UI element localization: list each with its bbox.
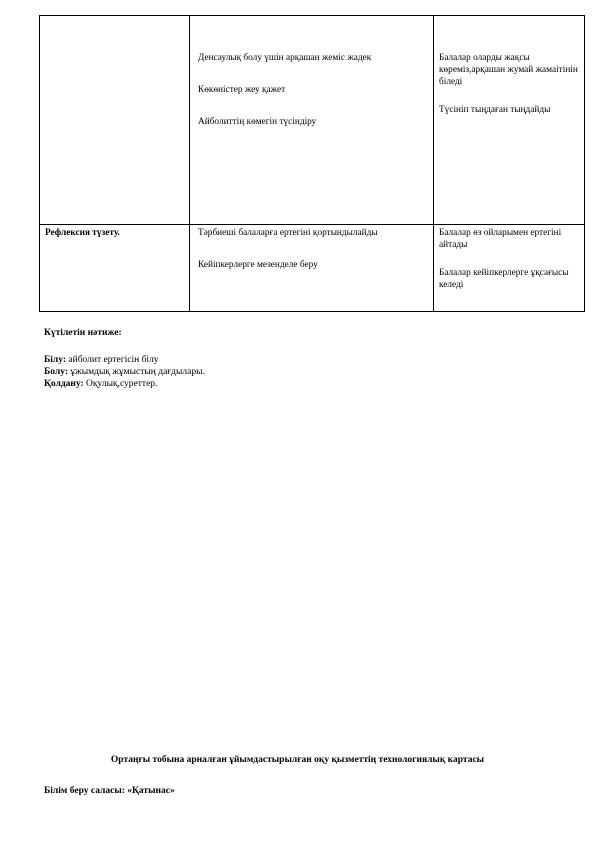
stage-text: Рефлексия түзету. [45, 227, 120, 238]
technology-map-title: Ортаңғы тобына арналған ұйымдастырылған оқу қызметтің технологиялық картасы [110, 755, 485, 765]
know-text: айболит ертегісін білу [66, 355, 159, 365]
be-line [44, 366, 205, 378]
teacher-activity-line: Денсаулық болу үшін арқашан жеміс жадек [198, 53, 372, 63]
apply-line [44, 378, 205, 390]
children-activity-line: Балалар өз ойларымен ертегіні айтады [439, 227, 562, 250]
education-field-label: Білім беру саласы: «Қатынас» [44, 786, 175, 796]
children-activity-cell [434, 16, 585, 225]
children-activity-line: Түсініп тыңдаған тыңдайды [439, 105, 551, 115]
teacher-activity-cell [190, 224, 434, 311]
teacher-activity-line: Айболиттің көмегін түсіндіру [198, 117, 317, 127]
teacher-activity-cell [190, 16, 434, 225]
table-row [40, 16, 585, 225]
children-activity-cell [434, 224, 585, 311]
teacher-activity-line: Көкөністер жеу қажет [198, 85, 286, 95]
know-label: Білу: [44, 355, 67, 365]
stage-cell [40, 224, 190, 311]
apply-label: Қолдану: [44, 379, 84, 389]
be-text: ұжымдық жұмыстың дағдылары. [68, 367, 205, 377]
teacher-activity-line: Кейіпкерлерге мезенделе беру [198, 259, 318, 270]
apply-text: Оқулық,суреттер. [83, 379, 158, 389]
expected-results [44, 327, 205, 390]
table-row [40, 224, 585, 311]
know-line [44, 354, 205, 366]
children-activity-line: Балалар кейіпкерлерге ұқсағысы келеді [439, 267, 569, 290]
be-label: Болу: [44, 367, 69, 377]
results-heading: Күтілетін нәтиже: [44, 328, 122, 338]
stage-cell [40, 16, 190, 225]
children-activity-line: Балалар оларды жақсы көреміз,арқашан жумай жамаітінін біледі [439, 53, 578, 87]
teacher-activity-line: Тәрбиеші балаларға ертегіні қортындылайды [198, 227, 378, 238]
lesson-plan-table [39, 15, 585, 312]
